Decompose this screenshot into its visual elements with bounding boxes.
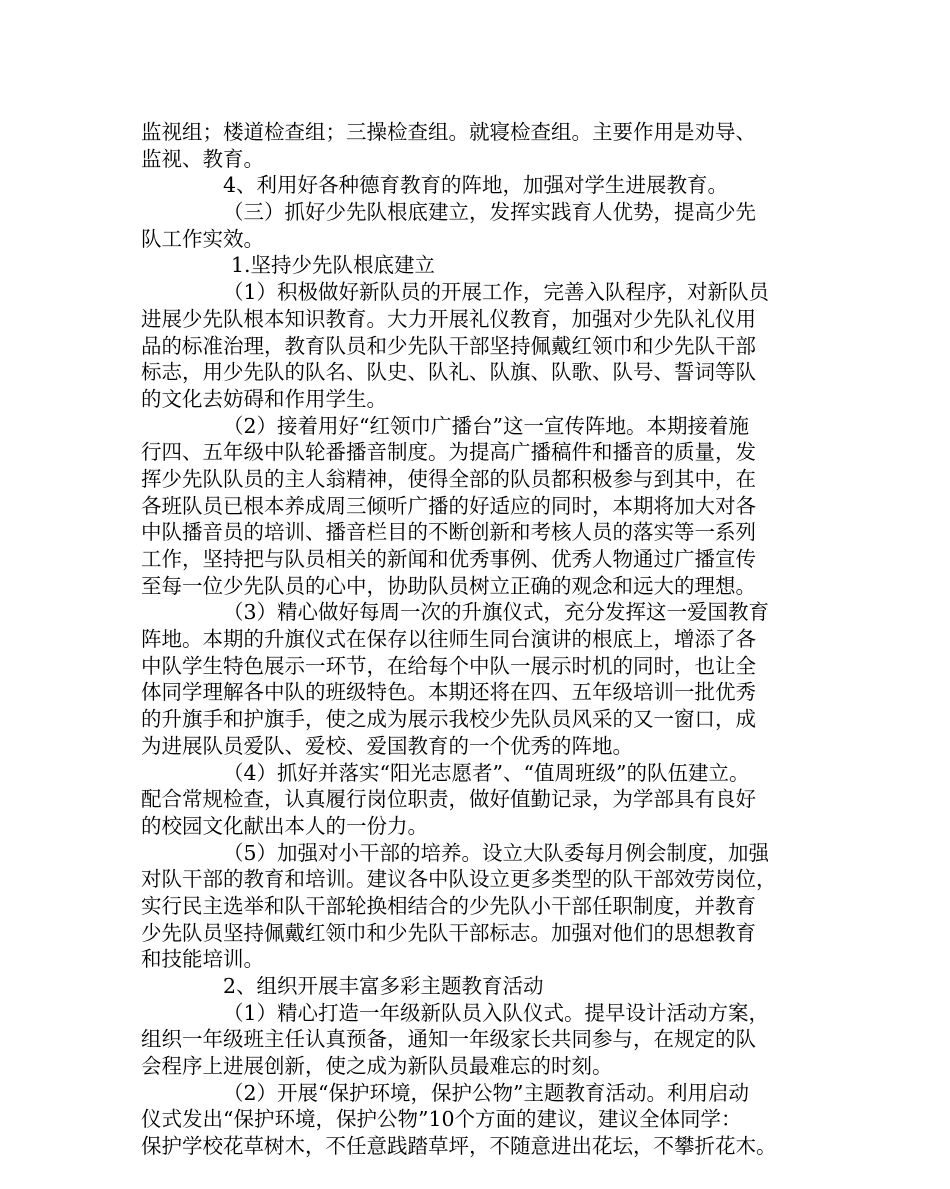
text-line: 会程序上进展创新，使之成为新队员最难忘的时刻。: [141, 1054, 613, 1079]
body-text: [141, 119, 813, 1160]
text-line: 至每一位少先队员的心中，协助队员树立正确的观念和远大的理想。: [141, 573, 756, 598]
text-line: 的文化去妨碍和作用学生。: [141, 386, 387, 411]
text-line: 和技能培训。: [141, 947, 264, 972]
text-line: 的校园文化献出本人的一份力。: [141, 813, 428, 838]
text-line: 少先队员坚持佩戴红领巾和少先队干部标志。加强对他们的思想教育: [141, 920, 756, 945]
text-line: 阵地。本期的升旗仪式在保存以往师生同台演讲的根底上，增添了各: [141, 627, 756, 652]
text-line: 挥少先队队员的主人翁精神，使得全部的队员都积极参与到其中，在: [141, 466, 756, 491]
text-line: 配合常规检查，认真履行岗位职责，做好值勤记录，为学部具有良好: [141, 787, 756, 812]
text-line: （2）接着用好“红领巾广播台”这一宣传阵地。本期接着施: [223, 413, 750, 438]
text-line: 中队学生特色展示一环节，在给每个中队一展示时机的同时，也让全: [141, 653, 756, 678]
text-line: 对队干部的教育和培训。建议各中队设立更多类型的队干部效劳岗位，: [141, 867, 777, 892]
text-line: 1.坚持少先队根底建立: [231, 253, 436, 278]
text-line: 队工作实效。: [141, 226, 264, 251]
text-line: 为进展队员爱队、爱校、爱国教育的一个优秀的阵地。: [141, 733, 633, 758]
text-line: 进展少先队根本知识教育。大力开展礼仪教育，加强对少先队礼仪用: [141, 306, 756, 331]
text-line: 仪式发出“保护环境，保护公物”10个方面的建议，建议全体同学：: [141, 1107, 742, 1132]
text-line: 体同学理解各中队的班级特色。本期还将在四、五年级培训一批优秀: [141, 680, 756, 705]
text-line: 标志，用少先队的队名、队史、队礼、队旗、队歌、队号、誓词等队: [141, 360, 756, 385]
text-line: （2）开展“保护环境，保护公物”主题教育活动。利用启动: [223, 1080, 750, 1105]
text-line: 工作，坚持把与队员相关的新闻和优秀事例、优秀人物通过广播宣传: [141, 547, 756, 571]
text-line: （三）抓好少先队根底建立，发挥实践育人优势，提高少先: [223, 200, 756, 225]
text-line: 行四、五年级中队轮番播音制度。为提高广播稿件和播音的质量，发: [141, 440, 756, 465]
text-line: 保护学校花草树木，不任意践踏草坪，不随意进出花坛，不攀折花木。: [141, 1134, 777, 1159]
text-line: （3）精心做好每周一次的升旗仪式，充分发挥这一爱国教育: [223, 600, 770, 625]
text-line: （1）积极做好新队员的开展工作，完善入队程序，对新队员: [223, 280, 770, 305]
text-line: 的升旗手和护旗手，使之成为展示我校少先队员风采的又一窗口，成: [141, 707, 756, 732]
text-line: 监视、教育。: [141, 146, 264, 171]
text-line: 实行民主选举和队干部轮换相结合的少先队小干部任职制度，并教育: [141, 893, 756, 918]
text-line: （5）加强对小干部的培养。设立大队委每月例会制度，加强: [223, 840, 770, 865]
text-line: 品的标准治理，教育队员和少先队干部坚持佩戴红领巾和少先队干部: [141, 333, 756, 358]
text-line: （4）抓好并落实“阳光志愿者”、“值周班级”的队伍建立。: [223, 760, 750, 785]
text-line: 4、利用好各种德育教育的阵地，加强对学生进展教育。: [223, 173, 729, 198]
text-line: 组织一年级班主任认真预备，通知一年级家长共同参与，在规定的队: [141, 1027, 756, 1052]
text-line: 2、组织开展丰富多彩主题教育活动: [223, 974, 544, 998]
text-line: （1）精心打造一年级新队员入队仪式。提早设计活动方案，: [223, 1000, 770, 1025]
text-line: 中队播音员的培训、播音栏目的不断创新和考核人员的落实等一系列: [141, 520, 756, 545]
text-line: 各班队员已根本养成周三倾听广播的好适应的同时，本期将加大对各: [141, 493, 756, 518]
text-line: 监视组；楼道检查组；三操检查组。就寝检查组。主要作用是劝导、: [141, 120, 756, 144]
